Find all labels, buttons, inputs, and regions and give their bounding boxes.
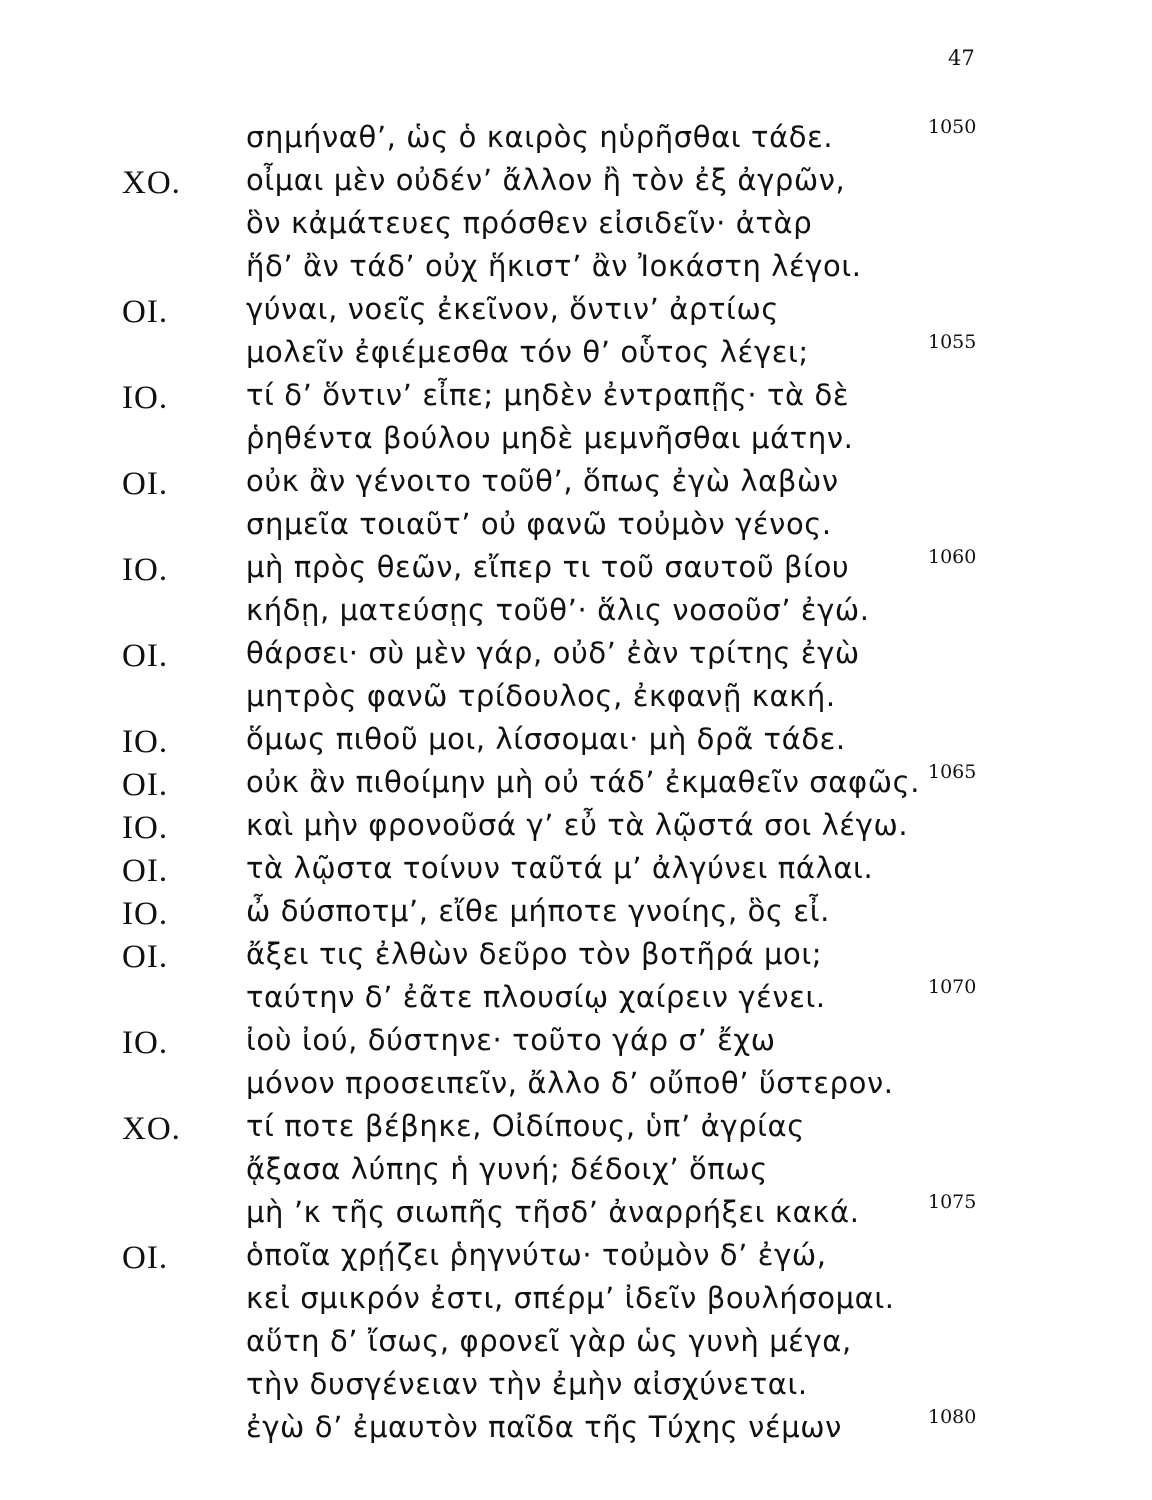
verse-line xyxy=(0,290,1152,333)
verse-text: ὦ δύσποτμ’, εἴθε μήποτε γνοίης, ὃς εἶ. xyxy=(246,894,830,928)
verse-text: ἰοὺ ἰού, δύστηνε· τοῦτο γάρ σ’ ἔχω xyxy=(246,1023,776,1057)
verse-line xyxy=(0,806,1152,849)
verse-text: μὴ ’κ τῆς σιωπῆς τῆσδ’ ἀναρρήξει κακά. xyxy=(246,1195,860,1229)
verse-text: μολεῖν ἐφιέμεσθα τόν θ’ οὗτος λέγει; xyxy=(246,335,809,369)
verse-line xyxy=(0,978,1152,1021)
verse-line xyxy=(0,1021,1152,1064)
verse-line xyxy=(0,1279,1152,1322)
verse-line xyxy=(0,1408,1152,1451)
verse-text: οὐκ ἂν γένοιτο τοῦθ’, ὅπως ἐγὼ λαβὼν xyxy=(246,464,839,498)
verse-line xyxy=(0,333,1152,376)
verse-line xyxy=(0,548,1152,591)
speaker-label: ΟΙ. xyxy=(122,294,169,330)
verse-line xyxy=(0,376,1152,419)
verse-line xyxy=(0,1107,1152,1150)
verse-text: μητρὸς φανῶ τρίδουλος, ἐκφανῇ κακή. xyxy=(246,679,836,713)
verse-line xyxy=(0,1365,1152,1408)
verse-text: ἥδ’ ἂν τάδ’ οὐχ ἥκιστ’ ἂν Ἰοκάστη λέγοι. xyxy=(246,249,862,283)
speaker-label: ΟΙ. xyxy=(122,638,169,674)
verse-line xyxy=(0,505,1152,548)
line-number: 1075 xyxy=(928,1191,977,1213)
verse-text: ἐγὼ δ’ ἐμαυτὸν παῖδα τῆς Τύχης νέμων xyxy=(246,1410,842,1444)
speaker-label: ΙΟ. xyxy=(122,552,169,588)
verse-line xyxy=(0,1150,1152,1193)
speaker-label: ΟΙ. xyxy=(122,767,169,803)
verse-text: τὴν δυσγένειαν τὴν ἐμὴν αἰσχύνεται. xyxy=(246,1367,808,1401)
verse-text: τί ποτε βέβηκε, Οἰδίπους, ὑπ’ ἀγρίας xyxy=(246,1109,805,1143)
verse-text: τὰ λῷστα τοίνυν ταῦτά μ’ ἀλγύνει πάλαι. xyxy=(246,851,874,885)
verse-text: ἄξει τις ἐλθὼν δεῦρο τὸν βοτῆρά μοι; xyxy=(246,937,823,971)
verse-line xyxy=(0,849,1152,892)
verse-line xyxy=(0,935,1152,978)
verse-line xyxy=(0,720,1152,763)
verse-text: καὶ μὴν φρονοῦσά γ’ εὖ τὰ λῷστά σοι λέγω. xyxy=(246,808,909,842)
verse-line xyxy=(0,204,1152,247)
verse-text: σημεῖα τοιαῦτ’ οὐ φανῶ τοὐμὸν γένος. xyxy=(246,507,832,541)
verse-text: θάρσει· σὺ μὲν γάρ, οὐδ’ ἐὰν τρίτης ἐγὼ xyxy=(246,636,860,670)
verse-text: ταύτην δ’ ἐᾶτε πλουσίῳ χαίρειν γένει. xyxy=(246,980,826,1014)
verse-text: ὃν κἀμάτευες πρόσθεν εἰσιδεῖν· ἀτὰρ xyxy=(246,206,813,240)
page-number: 47 xyxy=(948,46,975,70)
line-number: 1080 xyxy=(928,1406,977,1428)
verse-text: ὅμως πιθοῦ μοι, λίσσομαι· μὴ δρᾶ τάδε. xyxy=(246,722,846,756)
verse-line xyxy=(0,591,1152,634)
verse-text: οἶμαι μὲν οὐδέν’ ἄλλον ἢ τὸν ἐξ ἀγρῶν, xyxy=(246,163,846,197)
verse-text: μὴ πρὸς θεῶν, εἴπερ τι τοῦ σαυτοῦ βίου xyxy=(246,550,850,584)
verse-block xyxy=(0,118,1152,1451)
verse-line xyxy=(0,892,1152,935)
speaker-label: ΙΟ. xyxy=(122,724,169,760)
verse-line xyxy=(0,1064,1152,1107)
line-number: 1060 xyxy=(928,546,977,568)
verse-text: σημήναθ’, ὡς ὁ καιρὸς ηὑρῆσθαι τάδε. xyxy=(246,120,834,154)
speaker-label: ΙΟ. xyxy=(122,896,169,932)
speaker-label: ΧΟ. xyxy=(122,1111,181,1147)
verse-text: ῥηθέντα βούλου μηδὲ μεμνῆσθαι μάτην. xyxy=(246,421,854,455)
line-number: 1050 xyxy=(928,116,977,138)
verse-text: οὐκ ἂν πιθοίμην μὴ οὐ τάδ’ ἐκμαθεῖν σαφῶς. xyxy=(246,765,921,799)
verse-text: γύναι, νοεῖς ἐκεῖνον, ὅντιν’ ἀρτίως xyxy=(246,292,779,326)
verse-text: κήδῃ, ματεύσῃς τοῦθ’· ἅλις νοσοῦσ’ ἐγώ. xyxy=(246,593,870,627)
verse-line xyxy=(0,1322,1152,1365)
verse-text: ᾄξασα λύπης ἡ γυνή; δέδοιχ’ ὅπως xyxy=(246,1152,768,1186)
verse-line xyxy=(0,1193,1152,1236)
verse-line xyxy=(0,419,1152,462)
verse-line xyxy=(0,634,1152,677)
verse-line xyxy=(0,1236,1152,1279)
speaker-label: ΟΙ. xyxy=(122,939,169,975)
verse-text: ὁποῖα χρῄζει ῥηγνύτω· τοὐμὸν δ’ ἐγώ, xyxy=(246,1238,827,1272)
verse-text: τί δ’ ὅντιν’ εἶπε; μηδὲν ἐντραπῇς· τὰ δὲ xyxy=(246,378,850,412)
line-number: 1055 xyxy=(928,331,977,353)
verse-line xyxy=(0,677,1152,720)
speaker-label: ΙΟ. xyxy=(122,810,169,846)
speaker-label: ΙΟ. xyxy=(122,380,169,416)
speaker-label: ΟΙ. xyxy=(122,466,169,502)
verse-line xyxy=(0,161,1152,204)
speaker-label: ΧΟ. xyxy=(122,165,181,201)
speaker-label: ΟΙ. xyxy=(122,1240,169,1276)
verse-line xyxy=(0,118,1152,161)
verse-line xyxy=(0,763,1152,806)
speaker-label: ΙΟ. xyxy=(122,1025,169,1061)
verse-line xyxy=(0,247,1152,290)
line-number: 1070 xyxy=(928,976,977,998)
verse-text: αὕτη δ’ ἴσως, φρονεῖ γὰρ ὡς γυνὴ μέγα, xyxy=(246,1324,852,1358)
speaker-label: ΟΙ. xyxy=(122,853,169,889)
verse-text: μόνον προσειπεῖν, ἄλλο δ’ οὔποθ’ ὕστερον. xyxy=(246,1066,894,1100)
verse-line xyxy=(0,462,1152,505)
verse-text: κεἰ σμικρόν ἐστι, σπέρμ’ ἰδεῖν βουλήσομαι. xyxy=(246,1281,895,1315)
line-number: 1065 xyxy=(928,761,977,783)
